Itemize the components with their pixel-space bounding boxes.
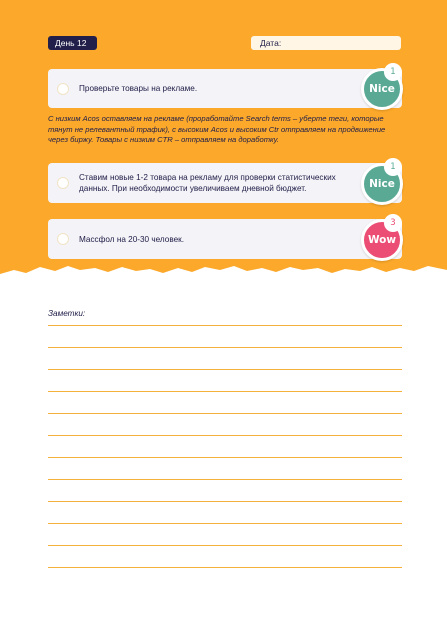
notes-line[interactable] xyxy=(48,479,402,480)
task-item xyxy=(48,163,402,203)
notes-line[interactable] xyxy=(48,413,402,414)
sticker-label: Nice xyxy=(369,83,395,95)
notes-line[interactable] xyxy=(48,501,402,502)
notes-line[interactable] xyxy=(48,545,402,546)
nice-sticker xyxy=(361,163,403,205)
notes-line[interactable] xyxy=(48,523,402,524)
sticker-count: 3 xyxy=(384,214,402,232)
task-text: Ставим новые 1-2 товара на рекламу для проверки статистических данных. При необходимости увеличиваем дневной бюджет. xyxy=(79,173,336,193)
task-checkbox[interactable] xyxy=(57,177,69,189)
instruction-note: С низким Acos оставляем на рекламе (проработайте Search terms – уберте теги, которые тянут не релевантный трафик), с высоким Acos и высоким Ctr отправляем на продвижение через биржу. Товары с низким CTR – отправляем на доработку. xyxy=(48,114,386,144)
task-checkbox[interactable] xyxy=(57,83,69,95)
sticker-label: Nice xyxy=(369,178,395,190)
notes-label: Заметки: xyxy=(48,309,86,318)
notes-line[interactable] xyxy=(48,369,402,370)
task-text: Массфол на 20-30 человек. xyxy=(79,234,185,244)
notes-line[interactable] xyxy=(48,347,402,348)
sticker-count: 1 xyxy=(384,63,402,81)
task-checkbox[interactable] xyxy=(57,233,69,245)
day-badge: День 12 xyxy=(48,36,97,50)
task-item xyxy=(48,219,402,259)
notes-line[interactable] xyxy=(48,435,402,436)
date-field[interactable]: Дата: xyxy=(251,36,401,50)
task-text: Проверьте товары на рекламе. xyxy=(79,84,198,93)
sticker-count: 1 xyxy=(384,158,402,176)
nice-sticker xyxy=(361,68,403,110)
sticker-label: Wow xyxy=(367,234,397,246)
task-item xyxy=(48,69,402,108)
wow-sticker xyxy=(361,219,403,261)
notes-line[interactable] xyxy=(48,391,402,392)
notes-line[interactable] xyxy=(48,457,402,458)
notes-line[interactable] xyxy=(48,325,402,326)
notes-line[interactable] xyxy=(48,567,402,568)
